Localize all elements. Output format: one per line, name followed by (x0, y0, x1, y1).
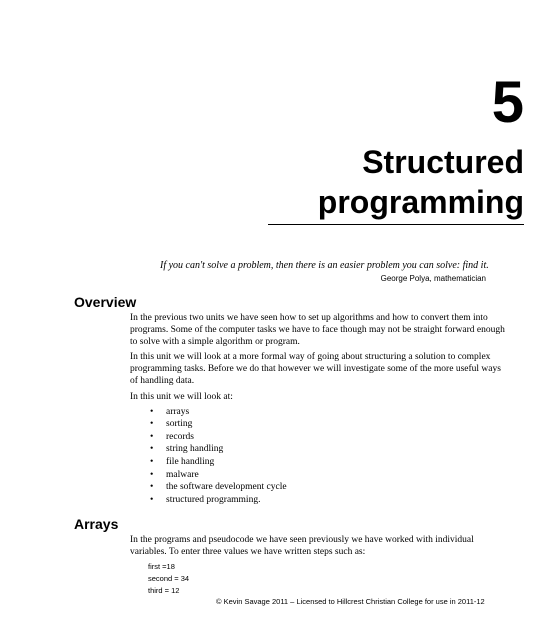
chapter-number: 5 (491, 70, 524, 135)
code-line: third = 12 (148, 586, 180, 595)
topic-label: string handling (166, 444, 224, 455)
title-rule (268, 224, 524, 225)
epigraph-attribution: George Polya, mathematician (380, 274, 486, 283)
arrays-paragraph: In the programs and pseudocode we have seen previously we have worked with individual variables. To enter three values we have written steps such as: (130, 535, 474, 557)
topic-item (150, 456, 510, 469)
topic-item (150, 494, 510, 507)
topic-label: the software development cycle (166, 482, 287, 493)
bullet-icon: • (150, 444, 154, 455)
topic-label: structured programming. (166, 494, 261, 505)
arrays-heading: Arrays (74, 516, 119, 532)
overview-paragraph: In this unit we will look at: (130, 391, 233, 402)
bullet-icon: • (150, 456, 154, 467)
bullet-icon: • (150, 406, 154, 417)
overview-paragraph: In this unit we will look at a more formal way of going about structuring a solution to complex programming tasks. Before we do that however we will investigate some of the more useful ways of handling data. (130, 352, 501, 386)
topic-label: sorting (166, 419, 193, 430)
bullet-icon: • (150, 431, 154, 442)
topic-item (150, 406, 510, 419)
code-line: first =18 (148, 562, 175, 571)
topic-label: arrays (166, 406, 190, 417)
arrays-body (130, 535, 510, 563)
topic-item (150, 443, 510, 456)
bullet-icon: • (150, 482, 154, 493)
page-footer: © Kevin Savage 2011 – Licensed to Hillcrest Christian College for use in 2011-12 (216, 597, 485, 606)
overview-body (130, 313, 510, 506)
topic-list (130, 406, 510, 507)
code-line: second = 34 (148, 574, 190, 583)
topic-label: file handling (166, 456, 215, 467)
topic-item (150, 431, 510, 444)
epigraph-quote: If you can't solve a problem, then there is an easier problem you can solve: find it. (160, 260, 489, 271)
chapter-title (318, 142, 524, 222)
bullet-icon: • (150, 494, 154, 505)
code-example (148, 561, 189, 597)
bullet-icon: • (150, 419, 154, 430)
topic-label: records (166, 431, 194, 442)
chapter-title-line-1: Structured (362, 144, 524, 180)
topic-item (150, 481, 510, 494)
bullet-icon: • (150, 469, 154, 480)
topic-label: malware (166, 469, 199, 480)
topic-item (150, 469, 510, 482)
chapter-title-line-2: programming (317, 184, 524, 220)
topic-item (150, 418, 510, 431)
overview-paragraph: In the previous two units we have seen how to set up algorithms and how to convert them into programs. Some of the computer tasks we have to face though may not be straight forward enough to solve with a simple algorithm or program. (130, 313, 505, 347)
overview-heading: Overview (74, 294, 137, 310)
